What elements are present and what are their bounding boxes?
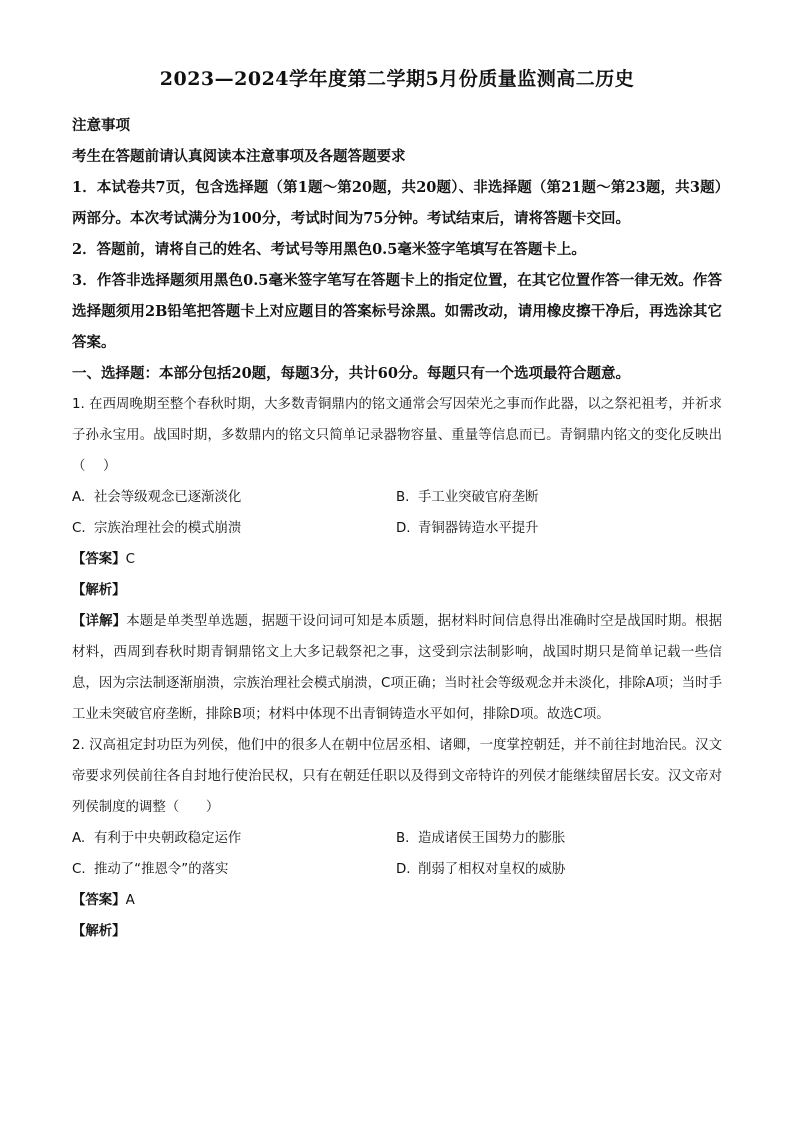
notes-item-3: 3．作答非选择题须用黑色0.5毫米签字笔写在答题卡上的指定位置，在其它位置作答一律无效。作答选择题须用2B铅笔把答题卡上对应题目的答案标号涂黑。如需改动，请用橡皮擦干净后，再选涂其它答案。 bbox=[72, 272, 722, 351]
exam-page bbox=[72, 66, 722, 947]
question-2 bbox=[72, 730, 722, 947]
option-text: 手工业突破官府垄断 bbox=[418, 490, 539, 505]
option-text: 造成诸侯王国势力的膨胀 bbox=[418, 831, 566, 846]
question-2-stem: 2. 汉高祖定封功臣为列侯，他们中的很多人在朝中位居丞相、诸卿，一度掌控朝廷，并不前往封地治民。汉文帝要求列侯前往各自封地行使治民权，只有在朝廷任职以及得到文帝特许的列侯才能继续留居长安。汉文帝对列侯制度的调整（ ） bbox=[72, 738, 722, 815]
section-heading: 一、选择题：本部分包括20题，每题3分，共计60分。每题只有一个选项最符合题意。 bbox=[72, 365, 630, 382]
option-a bbox=[72, 823, 396, 854]
detail-text: 本题是单类型单选题，据题干设问词可知是本质题，据材料时间信息得出准确时空是战国时期。根据材料，西周到春秋时期青铜鼎铭文上大多记载祭祀之事，这受到宗法制影响，战国时期只是简单记载一些信息，因为宗法制逐渐崩溃，宗族治理社会模式崩溃，C项正确；当时社会等级观念并未淡化，排除A项；当时手工业未突破官府垄断，排除B项；材料中体现不出青铜铸造水平如何，排除D项。故选C项。 bbox=[72, 614, 723, 722]
answer-value: A bbox=[125, 893, 135, 908]
answer-label: 【答案】 bbox=[72, 893, 126, 908]
question-1 bbox=[72, 389, 722, 730]
option-d bbox=[396, 513, 722, 544]
analysis-line bbox=[72, 916, 722, 947]
option-a bbox=[72, 482, 396, 513]
notes-heading: 注意事项 bbox=[72, 117, 130, 134]
notes-item-2: 2．答题前，请将自己的姓名、考试号等用黑色0.5毫米签字笔填写在答题卡上。 bbox=[72, 241, 586, 258]
option-b bbox=[396, 482, 722, 513]
option-b bbox=[396, 823, 722, 854]
page-title: 2023—2024学年度第二学期5月份质量监测高二历史 bbox=[159, 68, 635, 90]
answer-line bbox=[72, 885, 722, 916]
analysis-label: 【解析】 bbox=[72, 924, 126, 939]
option-c bbox=[72, 854, 396, 885]
analysis-line bbox=[72, 575, 722, 606]
option-letter: B. bbox=[396, 831, 410, 846]
option-letter: C. bbox=[72, 521, 86, 536]
question-1-options bbox=[72, 482, 722, 544]
notes-intro: 考生在答题前请认真阅读本注意事项及各题答题要求 bbox=[72, 148, 406, 165]
detail-label: 【详解】 bbox=[72, 614, 127, 629]
question-1-stem: 1. 在西周晚期至整个春秋时期，大多数青铜鼎内的铭文通常会写因荣光之事而作此器，以之祭祀祖考，并祈求子孙永宝用。战国时期，多数鼎内的铭文只简单记录器物容量、重量等信息而已。青铜鼎内铭文的变化反映出（ ） bbox=[72, 397, 722, 474]
option-text: 有利于中央朝政稳定运作 bbox=[94, 831, 242, 846]
option-letter: A. bbox=[72, 831, 86, 846]
option-text: 宗族治理社会的模式崩溃 bbox=[94, 521, 242, 536]
option-text: 推动了“推恩令”的落实 bbox=[94, 862, 229, 877]
option-text: 青铜器铸造水平提升 bbox=[418, 521, 539, 536]
notes-item-1: 1．本试卷共7页，包含选择题（第1题～第20题，共20题）、非选择题（第21题～第23题，共3题）两部分。本次考试满分为100分，考试时间为75分钟。考试结束后，请将答题卡交回。 bbox=[72, 179, 722, 227]
option-d bbox=[396, 854, 722, 885]
answer-value: C bbox=[125, 552, 135, 567]
option-letter: B. bbox=[396, 490, 410, 505]
option-letter: D. bbox=[396, 862, 411, 877]
detail-paragraph bbox=[72, 606, 722, 730]
answer-label: 【答案】 bbox=[72, 552, 126, 567]
option-text: 削弱了相权对皇权的威胁 bbox=[418, 862, 566, 877]
analysis-label: 【解析】 bbox=[72, 583, 126, 598]
answer-line bbox=[72, 544, 722, 575]
option-c bbox=[72, 513, 396, 544]
question-2-options bbox=[72, 823, 722, 885]
option-letter: D. bbox=[396, 521, 411, 536]
option-letter: C. bbox=[72, 862, 86, 877]
option-text: 社会等级观念已逐渐淡化 bbox=[94, 490, 242, 505]
option-letter: A. bbox=[72, 490, 86, 505]
